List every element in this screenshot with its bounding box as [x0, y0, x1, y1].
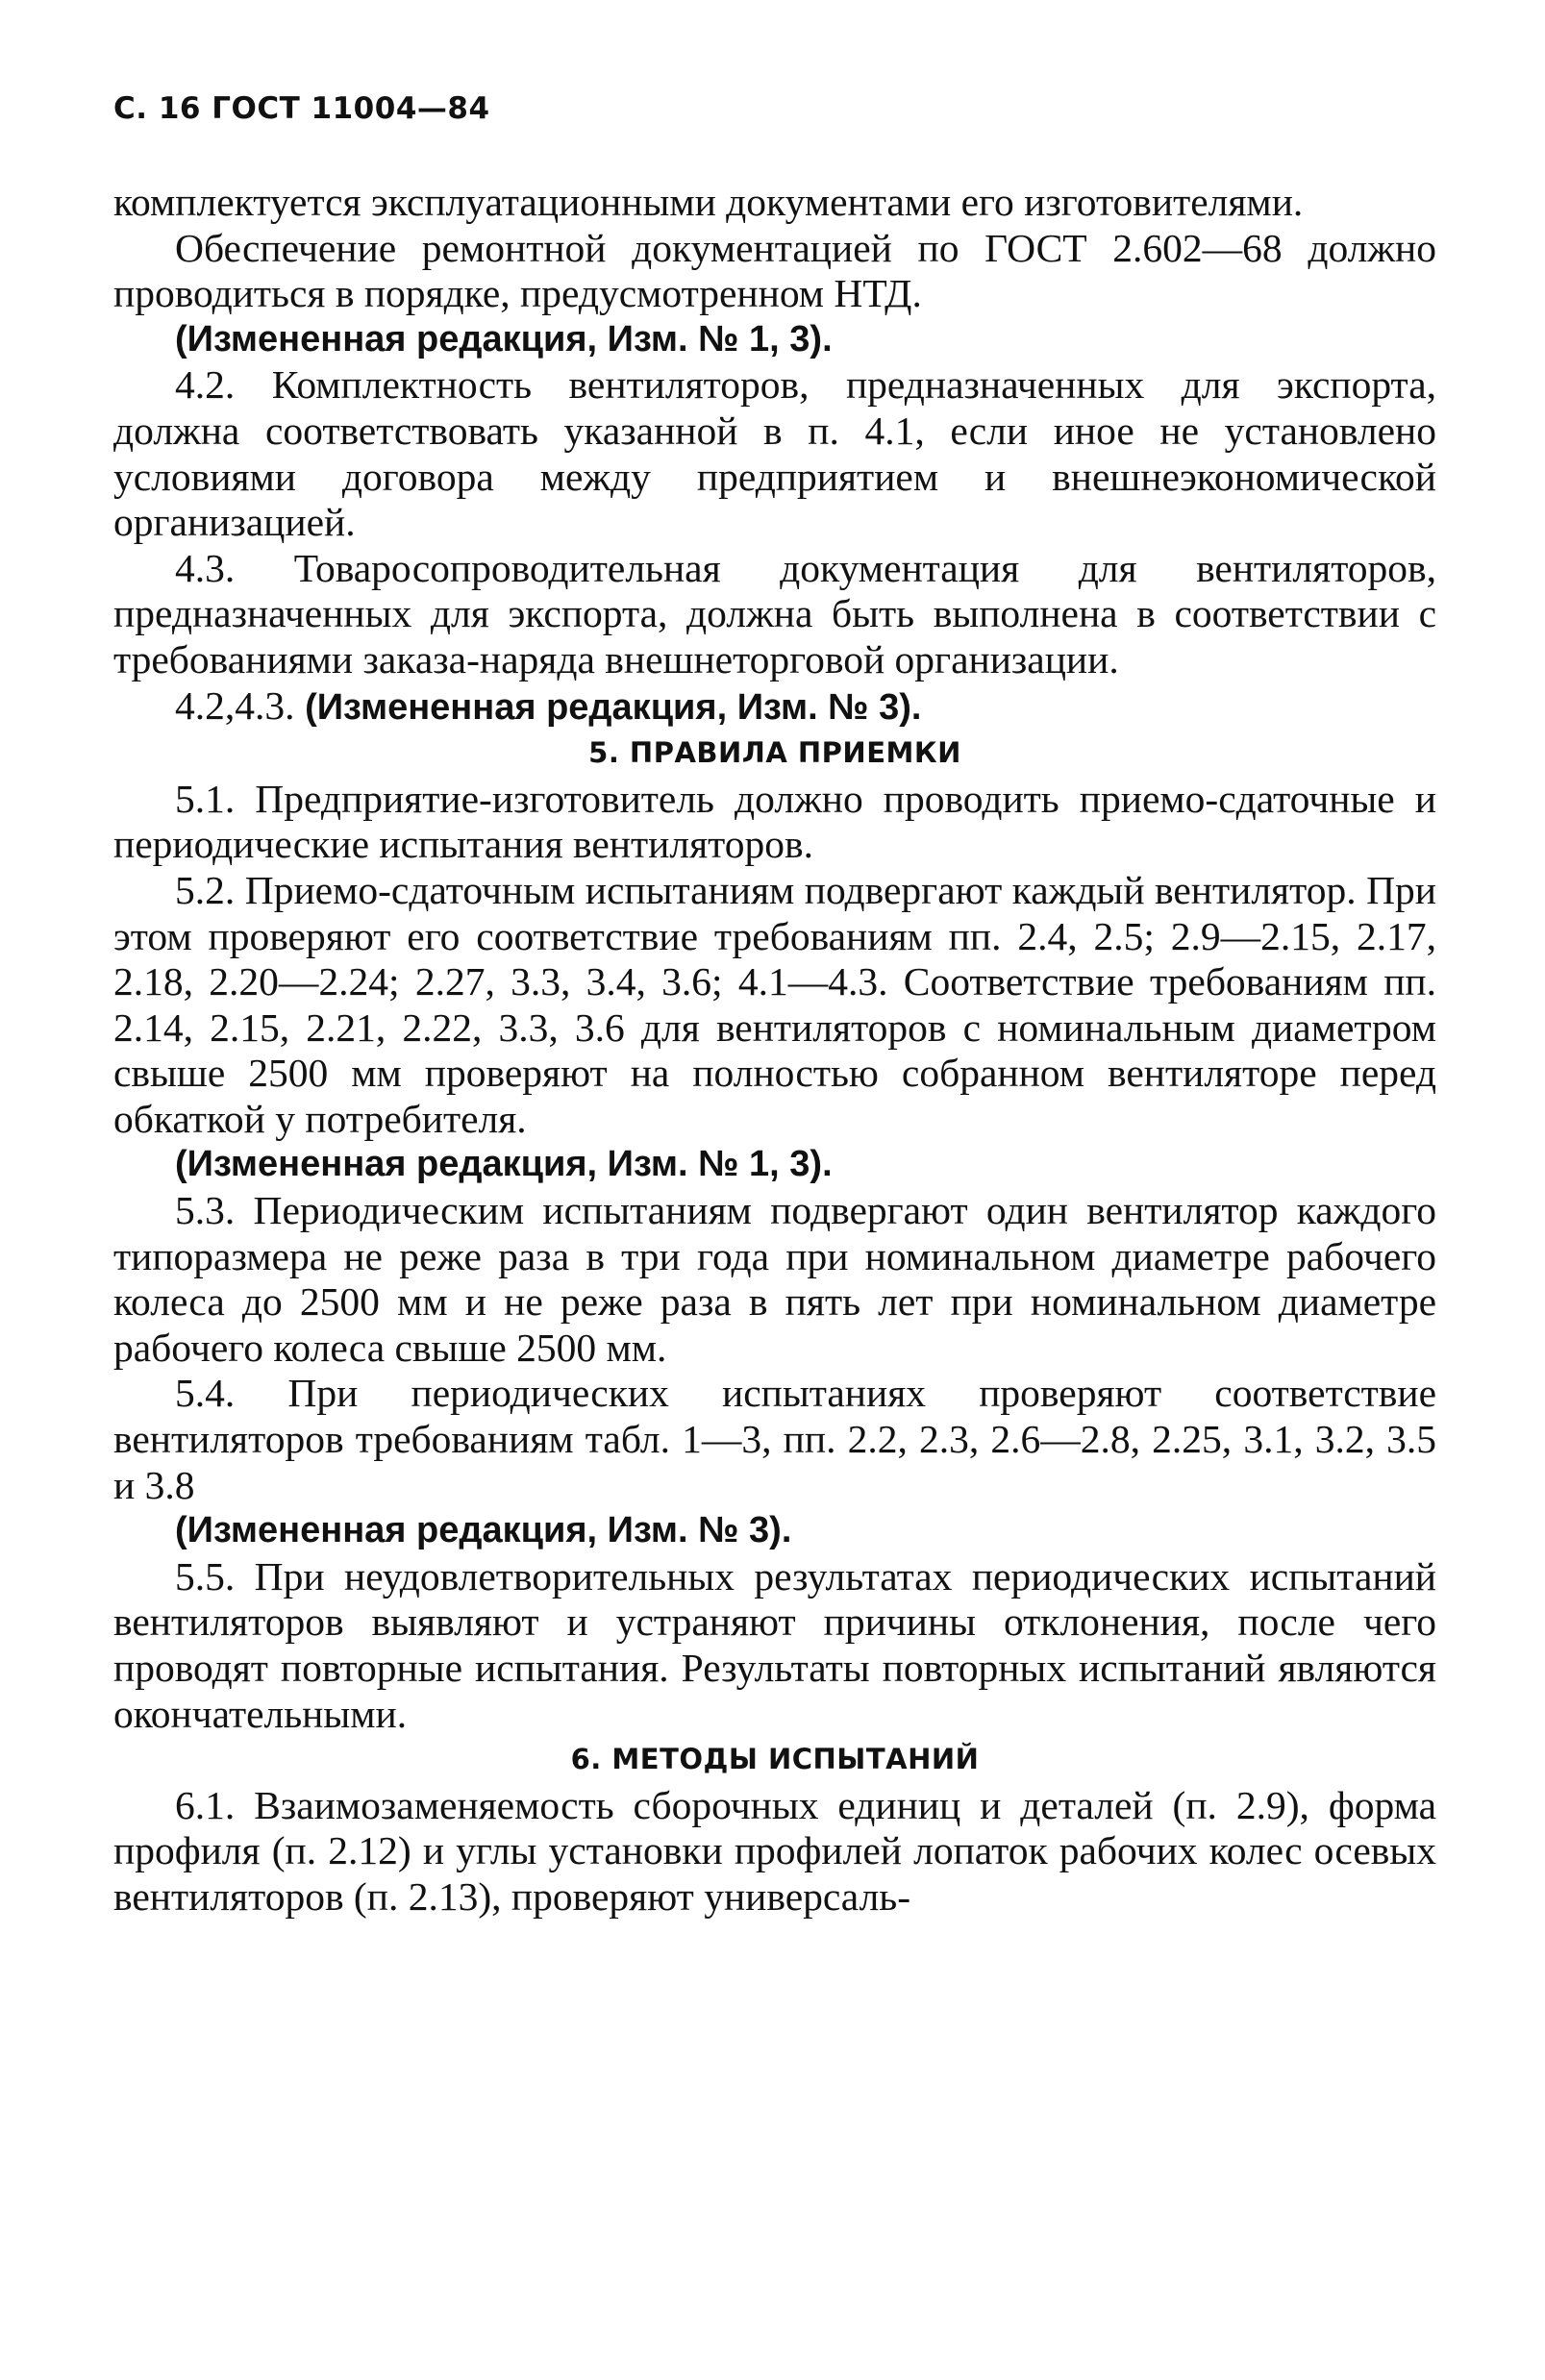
amendment-prefix: 4.2,4.3.	[175, 682, 295, 728]
paragraph-5-1: 5.1. Предприятие-изготовитель должно проводить приемо-сдаточные и периодические испытания вентиляторов.	[113, 776, 1436, 867]
paragraph-5-3: 5.3. Периодическим испытаниям подвергают один вентилятор каждого типоразмера не реже раза в три года при номинальном диаметре рабочего колеса до 2500 мм и не реже раза в пять лет при номинальном диаметре рабочего колеса свыше 2500 мм.	[113, 1188, 1436, 1370]
paragraph-5-5: 5.5. При неудовлетворительных результатах периодических испытаний вентиляторов выявляют и устраняют причины отклонения, после чего проводят повторные испытания. Результаты повторных испытаний являются окончательными.	[113, 1553, 1436, 1736]
amendment-note-5-4: (Измененная редакция, Изм. № 3).	[175, 1510, 792, 1551]
running-header: С. 16 ГОСТ 11004—84	[113, 91, 490, 126]
paragraph-6-1: 6.1. Взаимозаменяемость сборочных единиц и деталей (п. 2.9), форма профиля (п. 2.12) и углы установки профилей лопаток рабочих колес осевых вентиляторов (п. 2.13), проверяют универсаль-	[113, 1782, 1436, 1919]
amendment-note-4-2-4-3	[113, 683, 1436, 731]
amendment-note-5-2: (Измененная редакция, Изм. № 1, 3).	[175, 1144, 833, 1185]
section-title-6: 6. МЕТОДЫ ИСПЫТАНИЙ	[570, 1743, 980, 1776]
section-title-5: 5. ПРАВИЛА ПРИЕМКИ	[588, 736, 961, 770]
paragraph-5-4: 5.4. При периодических испытаниях проверяют соответствие вентиляторов требованиям табл. 1—3, пп. 2.2, 2.3, 2.6—2.8, 2.25, 3.1, 3.2, 3.5 и 3.8	[113, 1371, 1436, 1507]
paragraph-4-2: 4.2. Комплектность вентиляторов, предназначенных для экспорта, должна соответствовать указанной в п. 4.1, если иное не установлено условиями договора между предприятием и внешнеэкономической организацией.	[113, 362, 1436, 545]
paragraph-repair-docs: Обеспечение ремонтной документацией по ГОСТ 2.602—68 должно проводиться в порядке, предусмотренном НТД.	[113, 225, 1436, 316]
document-page	[113, 91, 1436, 1921]
paragraph-5-2: 5.2. Приемо-сдаточным испытаниям подвергают каждый вентилятор. При этом проверяют его соответствие требованиям пп. 2.4, 2.5; 2.9—2.15, 2.17, 2.18, 2.20—2.24; 2.27, 3.3, 3.4, 3.6; 4.1—4.3. Соответствие требованиям пп. 2.14, 2.15, 2.21, 2.22, 3.3, 3.6 для вентиляторов с номинальным диаметром свыше 2500 мм проверяют на полностью собранном вентиляторе перед обкаткой у потребителя.	[113, 867, 1436, 1141]
document-body	[113, 180, 1436, 1921]
paragraph-4-3: 4.3. Товаросопроводительная документация для вентиляторов, предназначенных для экспорта, должна быть выполнена в соответствии с требованиями заказа-наряда внешнеторговой организации.	[113, 545, 1436, 682]
amendment-note: (Измененная редакция, Изм. № 1, 3).	[175, 318, 833, 359]
amendment-text: (Измененная редакция, Изм. № 3).	[305, 686, 922, 728]
paragraph-continuation: комплектуется эксплуатационными документами его изготовителями.	[113, 180, 1304, 224]
